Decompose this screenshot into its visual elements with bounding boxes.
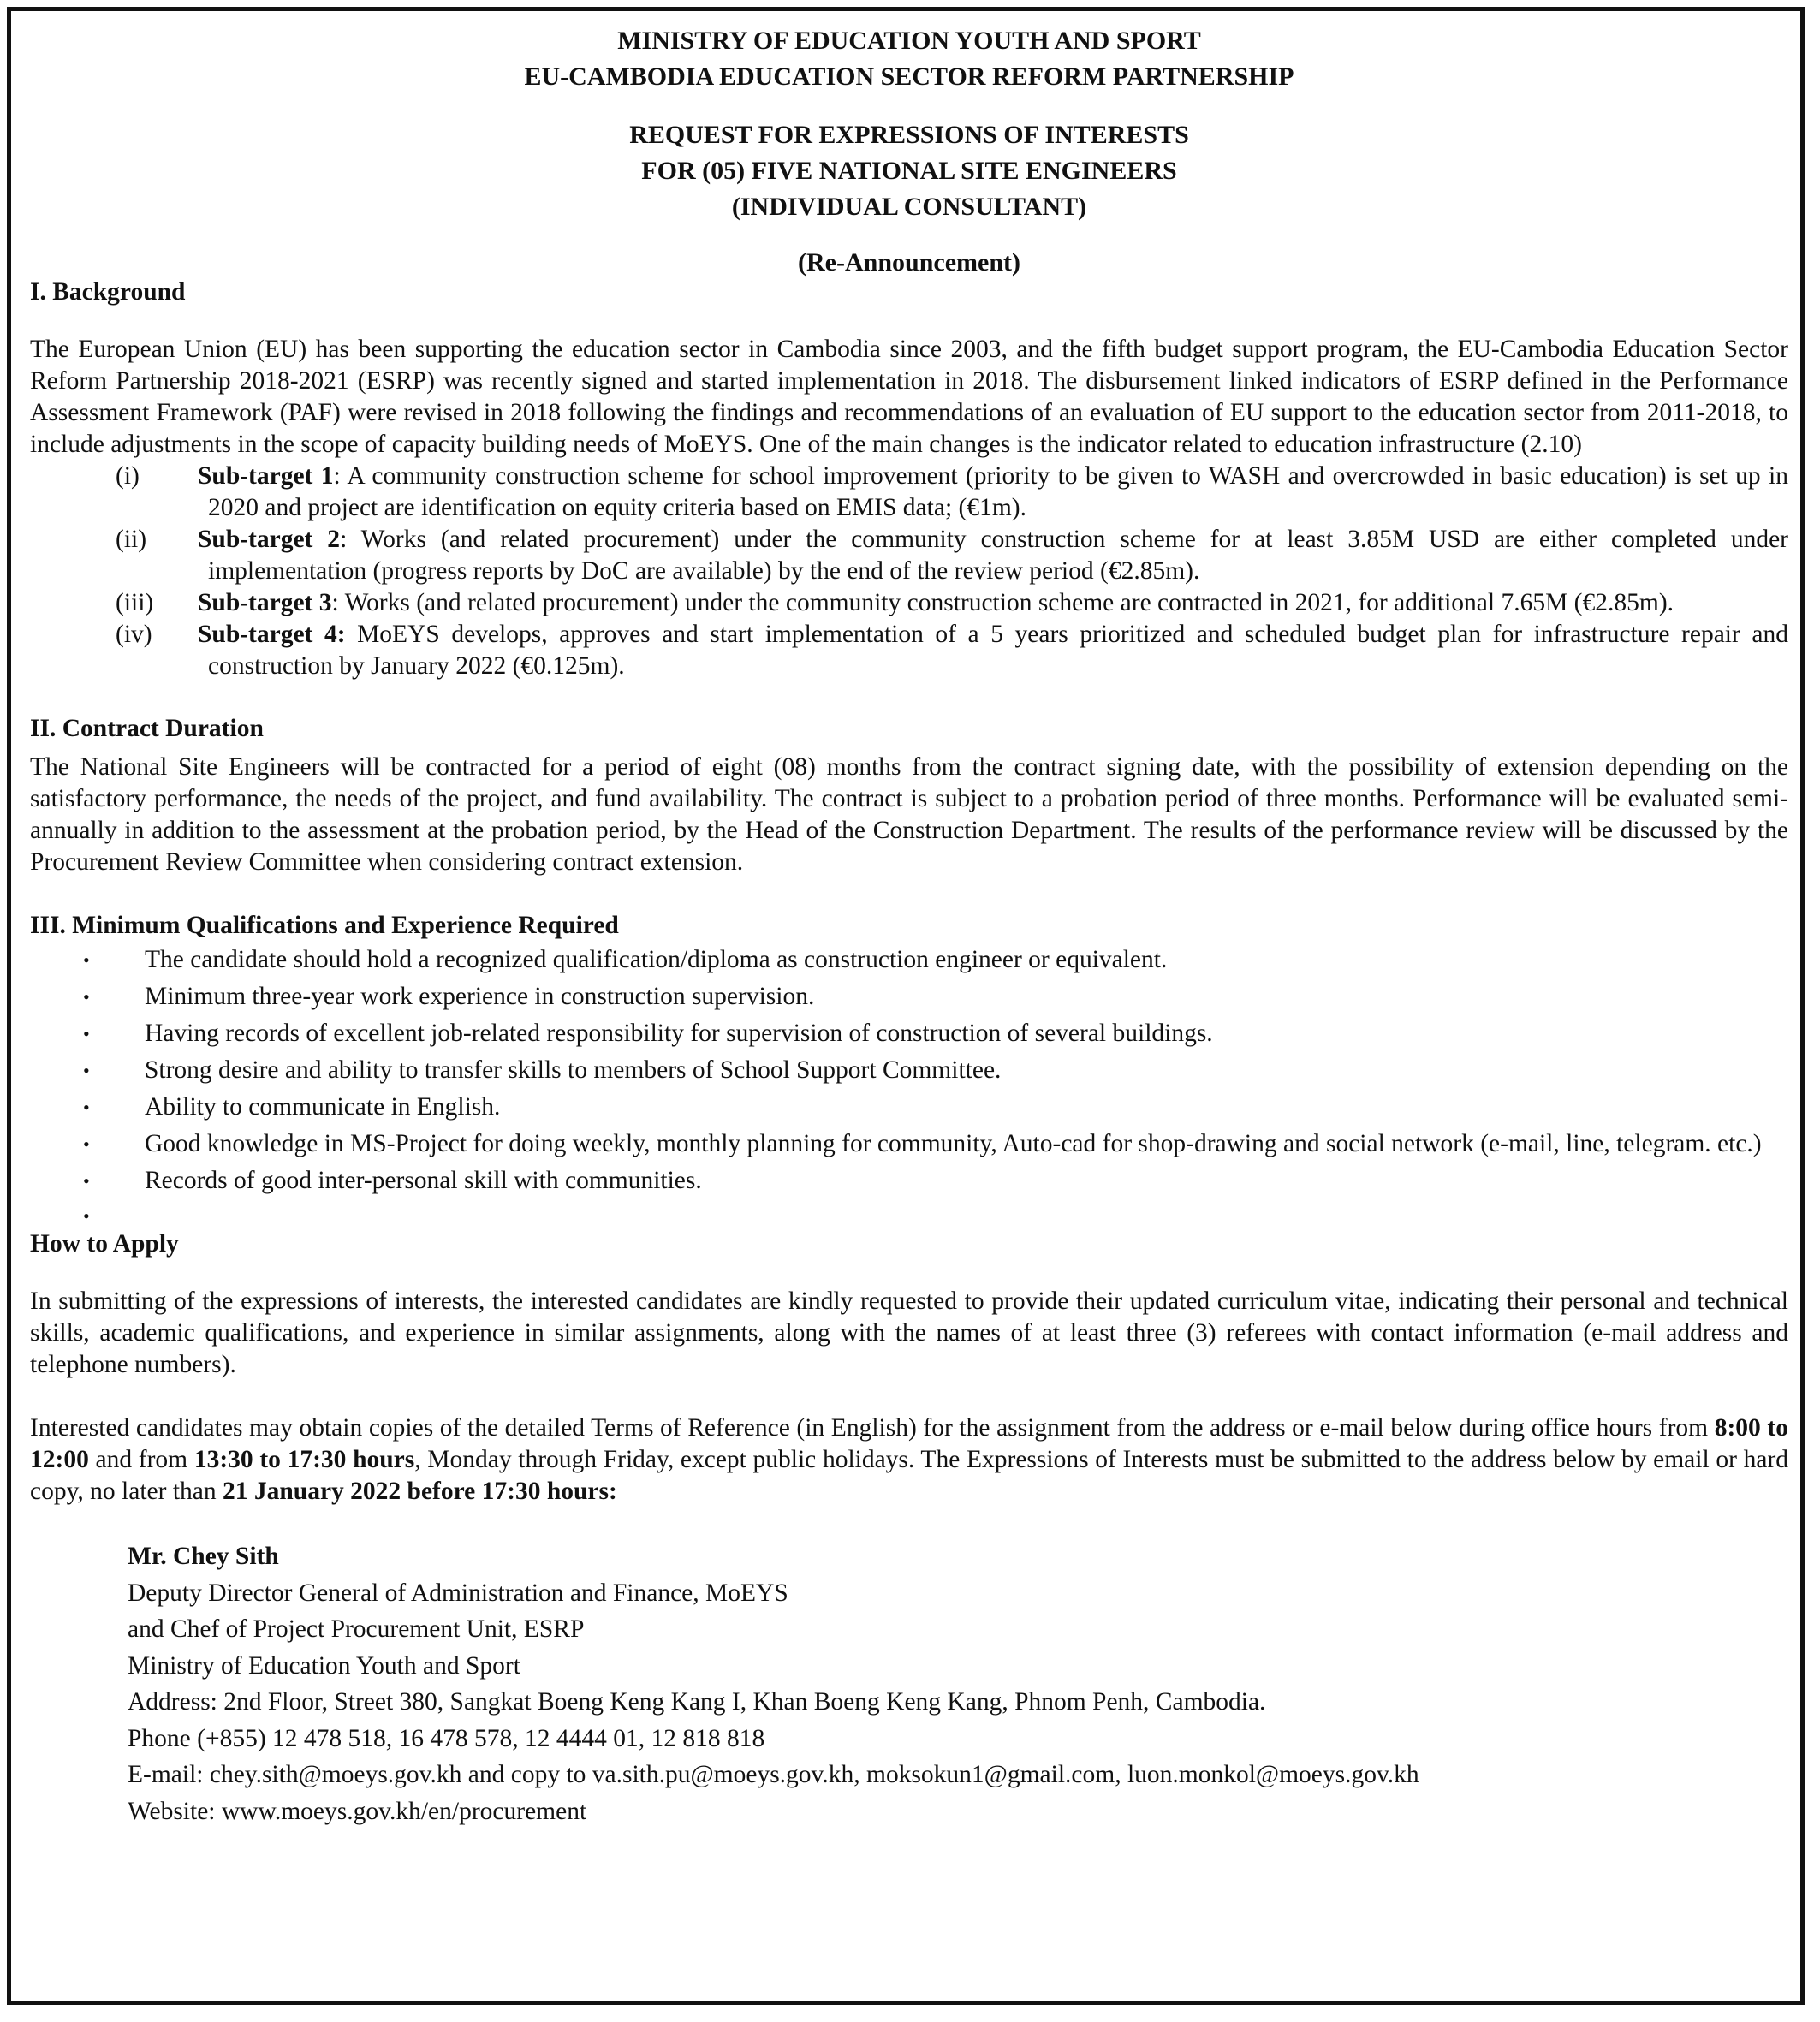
document-title-line-1: REQUEST FOR EXPRESSIONS OF INTERESTS (629, 121, 1189, 149)
qualifications-heading: III. Minimum Qualifications and Experience Required (30, 912, 619, 939)
subtarget-number: (iv) (116, 621, 152, 648)
contact-address: Address: 2nd Floor, Street 380, Sangkat Boeng Keng Kang I, Khan Boeng Keng Kang, Phnom Penh, Cambodia. (128, 1688, 1266, 1716)
qualification-item-empty: • (83, 1205, 90, 1227)
subtarget-number: (ii) (116, 526, 147, 553)
background-heading: I. Background (30, 278, 186, 306)
subtarget-label: Sub-target 2 (198, 526, 341, 553)
qualification-item: • Good knowledge in MS-Project for doing weekly, monthly planning for community, Auto-cad for shop-drawing and social network (e-mail, line, telegram. etc.) (83, 1130, 1762, 1157)
subtarget-number: (i) (116, 462, 140, 490)
subtarget-list (30, 461, 1788, 682)
document-title-line-2: FOR (05) FIVE NATIONAL SITE ENGINEERS (641, 157, 1177, 185)
submission-deadline: 21 January 2022 before 17:30 hours: (223, 1478, 617, 1505)
subtarget-number: (iii) (116, 589, 154, 616)
subtarget-label: Sub-target 3 (198, 589, 332, 616)
how-to-apply-paragraph-1: In submitting of the expressions of interests, the interested candidates are kindly requested to provide their updated curriculum vitae, indicating their personal and technical skills, academic qualifications, and experience in similar assignments, along with the names of at least three (3) referees with contact information (e-mail address and telephone numbers). (30, 1288, 1788, 1378)
qualifications-list (30, 942, 1788, 1234)
document-title-line-3: (INDIVIDUAL CONSULTANT) (731, 193, 1087, 221)
qualification-item: • Records of good inter-personal skill with communities. (83, 1167, 702, 1194)
subtarget-label: Sub-target 4: (198, 621, 346, 648)
how-to-apply-heading: How to Apply (30, 1230, 179, 1258)
qualification-item: • Minimum three-year work experience in construction supervision. (83, 983, 815, 1010)
qualification-item: • Strong desire and ability to transfer skills to members of School Support Committee. (83, 1056, 1002, 1084)
subtarget-item: (iii) Sub-target 3: Works (and related procurement) under the community construction scheme are contracted in 2021, for additional 7.65M (€2.85m). (30, 587, 1788, 619)
subtarget-text: A community construction scheme for school improvement (priority to be given to WASH and overcrowded in basic education) is set up in 2020 and project are identification on equity criteria based on EMIS data; (€1m). (208, 462, 1788, 521)
contact-organization: Ministry of Education Youth and Sport (128, 1651, 520, 1680)
subtarget-item: (i) Sub-target 1: A community construction scheme for school improvement (priority to be given to WASH and overcrowded in basic education) is set up in 2020 and project are identification on equity criteria based on EMIS data; (€1m). (116, 462, 1788, 521)
contact-title-2: and Chef of Project Procurement Unit, ESRP (128, 1615, 585, 1643)
contact-title-1: Deputy Director General of Administration and Finance, MoEYS (128, 1579, 788, 1607)
how-to-apply-paragraph-2: Interested candidates may obtain copies of the detailed Terms of Reference (in English) for the assignment from the address or e-mail below during office hours from 8:00 to 12:00 and from 13:30 to 17:30 hours, Monday through Friday, except public holidays. The Expressions of Interests must be submitted to the address below by email or hard copy, no later than 21 January 2022 before 17:30 hours: (30, 1414, 1789, 1505)
subtarget-label: Sub-target 1 (198, 462, 334, 490)
contact-website: Website: www.moeys.gov.kh/en/procurement (128, 1797, 587, 1825)
contact-block (30, 1538, 1788, 1829)
office-hours-afternoon: 13:30 to 17:30 hours (193, 1446, 415, 1473)
background-paragraph: The European Union (EU) has been supporting the education sector in Cambodia since 2003, and the fifth budget support program, the EU-Cambodia Education Sector Reform Partnership 2018-2021 (ESRP) was recently signed and started implementation in 2018. The disbursement linked indicators of ESRP defined in the Performance Assessment Framework (PAF) were revised in 2018 following the findings and recommendations of an evaluation of EU support to the education sector from 2011-2018, to include adjustments in the scope of capacity building needs of MoEYS. One of the main changes is the indicator related to education infrastructure (2.10) (30, 336, 1788, 458)
contact-name: Mr. Chey Sith (128, 1543, 279, 1570)
office-hours-morning: 8:00 to 12:00 (30, 1414, 1788, 1473)
subtarget-item (30, 619, 1788, 682)
qualification-item: • Ability to communicate in English. (83, 1093, 501, 1121)
ministry-name: MINISTRY OF EDUCATION YOUTH AND SPORT (617, 27, 1201, 55)
qualification-item: • Having records of excellent job-related responsibility for supervision of construction of several buildings. (83, 1020, 1213, 1047)
subtarget-text: Works (and related procurement) under the community construction scheme for at least 3.85M USD are either completed under implementation (progress reports by DoC are available) by the end of the review period (€2.85m). (208, 526, 1788, 585)
contract-duration-heading: II. Contract Duration (30, 715, 264, 742)
contract-duration-paragraph: The National Site Engineers will be contracted for a period of eight (08) months from the contract signing date, with the possibility of extension depending on the satisfactory performance, the needs of the project, and fund availability. The contract is subject to a probation period of three months. Performance will be evaluated semi-annually in addition to the assessment at the probation period, by the Head of the Construction Department. The results of the performance review will be discussed by the Procurement Review Committee when considering contract extension. (30, 753, 1788, 876)
re-announcement-label: (Re-Announcement) (798, 248, 1020, 277)
announcement-content (30, 23, 1788, 1829)
qualification-item: • The candidate should hold a recognized qualification/diploma as construction engineer or equivalent. (83, 946, 1168, 973)
partnership-name: EU-CAMBODIA EDUCATION SECTOR REFORM PARTNERSHIP (524, 62, 1294, 91)
document-header (30, 23, 1788, 278)
announcement-page (7, 7, 1805, 2005)
subtarget-item: (ii) Sub-target 2: Works (and related procurement) under the community construction scheme for at least 3.85M USD are either completed under implementation (progress reports by DoC are available) by the end of the review period (€2.85m). (116, 526, 1788, 585)
contact-email: E-mail: chey.sith@moeys.gov.kh and copy to va.sith.pu@moeys.gov.kh, moksokun1@gmail.com, luon.monkol@moeys.gov.kh (128, 1761, 1419, 1788)
subtarget-text: MoEYS develops, approves and start implementation of a 5 years prioritized and scheduled budget plan for infrastructure repair and construction by January 2022 (€0.125m). (208, 621, 1788, 680)
contact-phone: Phone (+855) 12 478 518, 16 478 578, 12 4444 01, 12 818 818 (128, 1724, 765, 1752)
subtarget-text: Works (and related procurement) under the community construction scheme are contracted in 2021, for additional 7.65M (€2.85m). (344, 589, 1674, 616)
